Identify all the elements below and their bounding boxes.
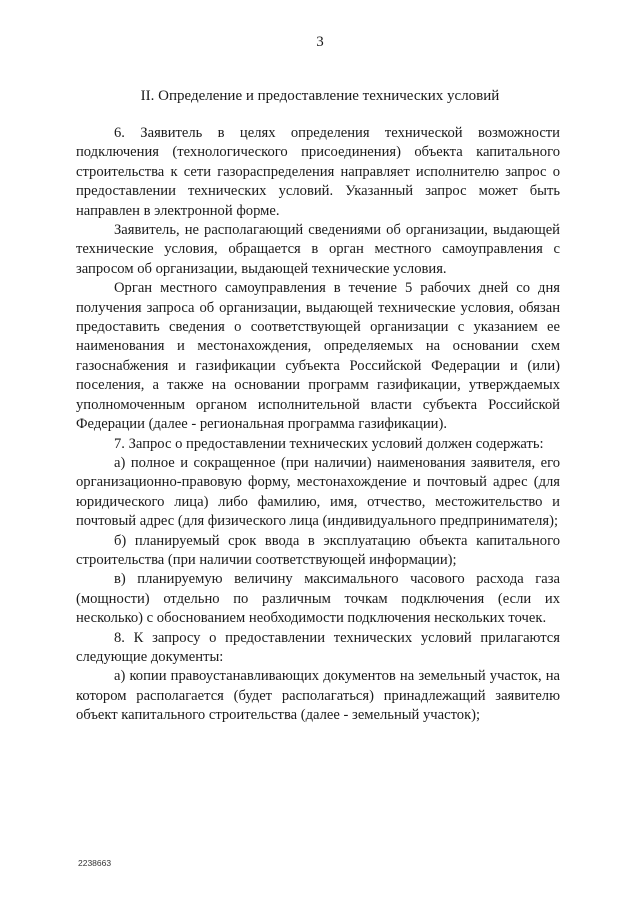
paragraph-applicant: Заявитель, не располагающий сведениями об организации, выдающей технические условия, обращается в орган местного самоуправления с запросом об организации, выдающей технические условия. — [76, 222, 560, 277]
paragraph-8a: а) копии правоустанавливающих документов на земельный участок, на котором располагается (будет располагаться) принадлежащий заявителю объект капитального строительства (далее - земельный участок); — [76, 668, 560, 724]
document-code: 2238663 — [78, 858, 112, 868]
paragraph-7: 7. Запрос о предоставлении технических условий должен содержать: — [114, 435, 544, 452]
section-heading: II. Определение и предоставление технических условий — [140, 88, 500, 104]
paragraph-7c: в) планируемую величину максимального часового расхода газа (мощности) отдельно по различным точкам подключения (если их несколько) с обоснованием необходимости подключения нескольких точек. — [76, 571, 560, 627]
paragraph-6: 6. Заявитель в целях определения технической возможности подключения (технологического присоединения) объекта капитального строительства к сети газораспределения направляет исполнителю запрос о предоставлении технических условий. Указанный запрос может быть направлен в электронной форме. — [76, 125, 560, 219]
paragraph-8: 8. К запросу о предоставлении технических условий прилагаются следующие документы: — [76, 629, 560, 665]
page-number: 3 — [316, 34, 324, 50]
paragraph-7b: б) планируемый срок ввода в эксплуатацию объекта капитального строительства (при наличии соответствующей информации); — [76, 532, 560, 568]
paragraph-local-authority: Орган местного самоуправления в течение 5 рабочих дней со дня получения запроса об организации, выдающей технические условия, обязан предоставить сведения о соответствующей организации с указанием ее наименования и местонахождения, определяемых на основании схем газоснабжения и газификации субъекта Российской Федерации и (или) поселения, а также на основании программ газификации, утверждаемых уполномоченным органом исполнительной власти субъекта Российской Федерации (далее - региональная программа газификации). — [76, 280, 560, 433]
paragraph-7a: а) полное и сокращенное (при наличии) наименования заявителя, его организационно-правовую форму, местонахождение и почтовый адрес (для юридического лица) либо фамилию, имя, отчество, местожительство и почтовый адрес (для физического лица (индивидуального предпринимателя); — [76, 454, 560, 530]
document-body — [76, 124, 560, 726]
